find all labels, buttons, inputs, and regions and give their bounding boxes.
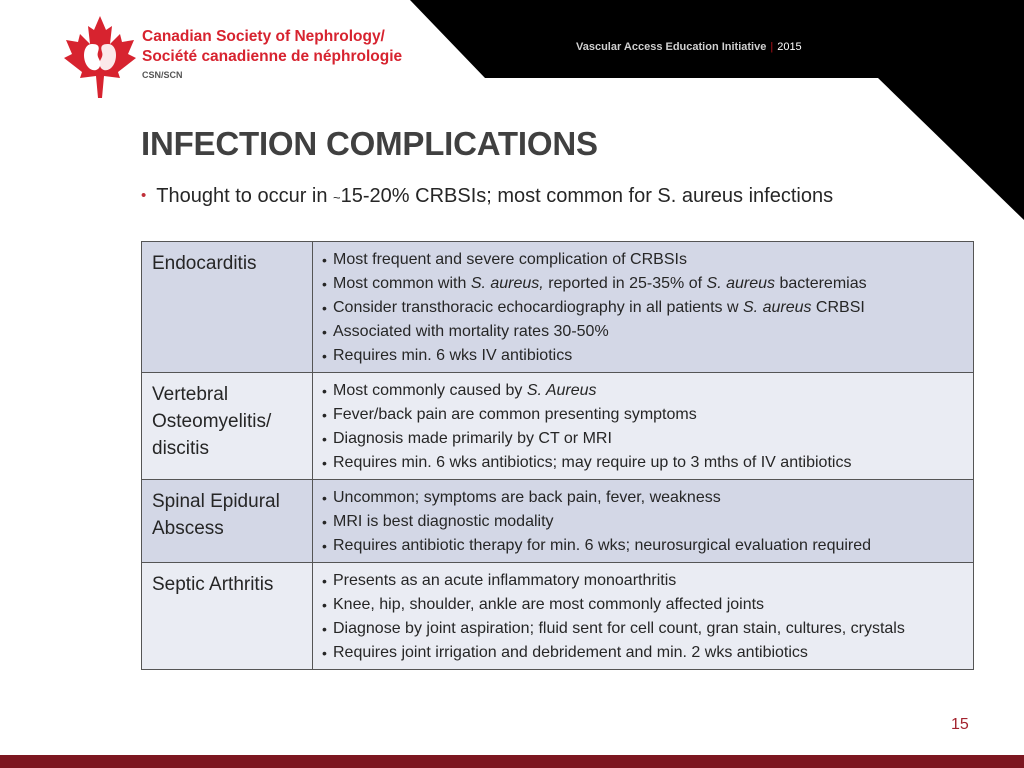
condition-cell: Vertebral Osteomyelitis/ discitis [142,373,313,480]
details-list [322,569,963,665]
list-item [322,593,963,617]
item-text: Uncommon; symptoms are back pain, fever, weakness [333,489,721,506]
details-list [322,379,963,475]
organism-name: S. aureus [743,299,812,316]
item-text: Consider transthoracic echocardiography in all patients w [333,299,743,316]
list-item [322,510,963,534]
condition-cell: Spinal Epidural Abscess [142,480,313,563]
slide-subtitle [141,185,833,208]
list-item [322,320,963,344]
item-text: Requires antibiotic therapy for min. 6 wks; neurosurgical evaluation required [333,537,872,554]
details-cell [313,242,974,373]
list-item [322,248,963,272]
item-text: bacteremias [775,275,867,292]
list-item [322,344,963,368]
bullet-icon: • [141,187,147,204]
list-item [322,617,963,641]
item-text: Most frequent and severe complication of CRBSIs [333,251,687,268]
complications-table-body [142,242,974,670]
maple-leaf-kidney-icon [62,14,138,98]
list-item [322,486,963,510]
item-text: Associated with mortality rates 30-50% [333,323,609,340]
details-list [322,248,963,368]
footer-bar [0,755,1024,768]
table-row [142,242,974,373]
item-text: MRI is best diagnostic modality [333,513,554,530]
logo-abbreviation: CSN/SCN [142,70,183,80]
organism-name: S. aureus, [470,275,544,292]
logo-text [142,27,402,83]
logo-line-fr: Société canadienne de néphrologie [142,48,403,65]
item-text: Diagnosis made primarily by CT or MRI [333,430,612,447]
complications-table [141,241,974,670]
item-text: Requires min. 6 wks antibiotics; may require up to 3 mths of IV antibiotics [333,454,852,471]
item-text: Fever/back pain are common presenting symptoms [333,406,697,423]
details-cell [313,563,974,670]
list-item [322,427,963,451]
item-text: reported in 25-35% of [543,275,707,292]
details-cell [313,480,974,563]
initiative-title: Vascular Access Education Initiative [576,41,767,53]
item-text: Knee, hip, shoulder, ankle are most commonly affected joints [333,596,765,613]
details-cell [313,373,974,480]
organism-name: S. aureus [706,275,775,292]
list-item [322,272,963,296]
subtitle-tilde: ~ [333,190,341,205]
subtitle-text-post: 15-20% CRBSIs; most common for S. aureus infections [340,185,834,207]
organism-name: S. Aureus [526,382,597,399]
list-item [322,569,963,593]
header-black-wedge [878,78,1024,220]
header-black-bar [410,0,1024,78]
header-initiative [576,41,802,53]
item-text: Most commonly caused by [333,382,527,399]
list-item [322,451,963,475]
table-row [142,480,974,563]
csn-logo [62,14,422,98]
item-text: Presents as an acute inflammatory monoarthritis [333,572,677,589]
condition-cell: Septic Arthritis [142,563,313,670]
list-item [322,534,963,558]
slide-title: INFECTION COMPLICATIONS [141,125,598,162]
subtitle-text-pre: Thought to occur in [156,185,334,207]
condition-cell: Endocarditis [142,242,313,373]
table-row [142,373,974,480]
item-text: Requires joint irrigation and debridement and min. 2 wks antibiotics [333,644,808,661]
header-separator: | [770,41,774,53]
item-text: Most common with [333,275,471,292]
item-text: CRBSI [811,299,865,316]
page-number: 15 [951,716,969,733]
item-text: Requires min. 6 wks IV antibiotics [333,347,573,364]
list-item [322,403,963,427]
details-list [322,486,963,558]
item-text: Diagnose by joint aspiration; fluid sent for cell count, gran stain, cultures, crystals [333,620,905,637]
logo-line-en: Canadian Society of Nephrology/ [142,28,385,45]
list-item [322,641,963,665]
list-item [322,296,963,320]
list-item [322,379,963,403]
table-row [142,563,974,670]
header-year: 2015 [777,41,802,53]
